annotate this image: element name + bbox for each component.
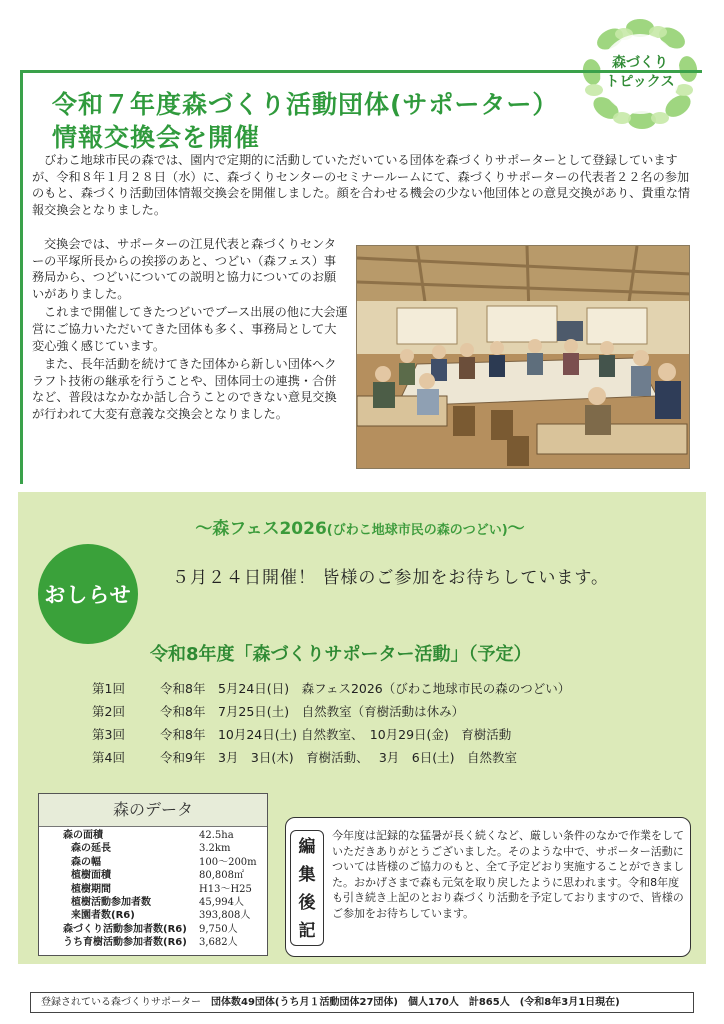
data-label: 来園者数(R6) [71, 910, 135, 922]
forest-data-box [38, 793, 268, 956]
data-label: 植樹面積 [71, 870, 111, 882]
data-row [63, 896, 263, 909]
headline-line-1: 令和７年度森づくり活動団体(サポーター） [52, 90, 559, 119]
schedule-num: 第1回 [92, 680, 125, 696]
article-columns [32, 236, 348, 425]
schedule-row [92, 745, 570, 768]
forest-data-title: 森のデータ [39, 794, 267, 827]
data-value: 80,808㎡ [199, 870, 244, 882]
schedule-row [92, 676, 570, 699]
schedule-row [92, 722, 570, 745]
schedule-text: 令和9年 3月 3日(木) 育樹活動、 3月 6日(土) 自然教室 [160, 749, 517, 765]
badge-line-1: 森づくり [612, 55, 668, 71]
data-value: 393,808人 [199, 910, 251, 922]
article-paragraph: また、長年活動を続けてきた団体から新しい団体へクラフト技術の継承を行うことや、団体同士の連携・合併など、普段はなかなか話し合うことのできない意見交換が行われて大変有意義な交換会となりました。 [32, 357, 337, 421]
data-row [63, 909, 263, 922]
data-row [63, 829, 263, 842]
schedule-text: 令和8年 5月24日(日) 森フェス2026（びわこ地球市民の森のつどい） [160, 680, 571, 696]
footer-summary [30, 992, 694, 1013]
article-paragraph: これまで開催してきたつどいでブース出展の他に大会運営にご協力いただいてきた団体も多く、事務局として大変心強く感じています。 [32, 305, 348, 353]
data-label: 植樹期間 [71, 883, 111, 895]
schedule-row [92, 699, 570, 722]
editor-postscript-label [290, 830, 324, 946]
schedule-text: 令和8年 10月24日(土) 自然教室、 10月29日(金) 育樹活動 [160, 726, 512, 742]
headline-line-2: 情報交換会を開催 [52, 123, 261, 152]
data-label: 森づくり活動参加者数(R6) [63, 923, 187, 935]
data-row [63, 923, 263, 936]
data-row [63, 936, 263, 949]
data-value: 9,750人 [199, 923, 238, 935]
badge-line-2: トピックス [605, 74, 675, 90]
editor-postscript-text: 今年度は記録的な猛暑が長く続くなど、厳しい条件のなかで作業をしていただきありがとうございました。そのような中で、サポーター活動については皆様のご協力のもと、全て予定どおり実施することができました。おかげさまで森も元気を取り戻したように思われます。令和8年度も引き続き上記のとおり森づくり活動を予定しておりますので、皆様のご参加をお待ちしています。 [332, 829, 684, 920]
data-label: 森の幅 [71, 856, 101, 868]
schedule-list [92, 676, 570, 768]
data-value: 3.2km [199, 843, 231, 855]
article-intro: びわこ地球市民の森では、園内で定期的に活動していただいている団体を森づくりサポーターとして登録していますが、令和８年１月２８日（水）に、森づくりセンターのセミナールームにて、森づくりサポーターの代表者２２名の参加のもと、森づくり活動団体情報交換会を開催しました。顔を合わせる機会の少ない他団体との意見交換があり、貴重な情報交換会となりました。 [32, 153, 691, 217]
oshirase-badge [38, 544, 138, 644]
meeting-photo [356, 245, 690, 469]
data-row [63, 856, 263, 869]
plan-title: 令和8年度「森づくりサポーター活動」（予定） [150, 644, 532, 665]
data-value: 42.5ha [199, 830, 234, 841]
fes-title [140, 514, 580, 539]
fes-title-sub: (びわこ地球市民の森のつどい) [326, 523, 508, 538]
data-row [63, 869, 263, 882]
footer-stats: 団体数49団体(うち月１活動団体27団体) 個人170人 計865人 (令和8年3月1日現在) [211, 997, 620, 1008]
data-row [63, 883, 263, 896]
schedule-text: 令和8年 7月25日(土) 自然教室（育樹活動は休み） [160, 703, 465, 719]
announcement: ５月２４日開催！ 皆様のご参加をお待ちしています。 [172, 568, 610, 588]
data-label: 植樹活動参加者数 [71, 896, 151, 908]
data-label: 森の面積 [63, 830, 103, 841]
forest-data-rows [63, 829, 263, 950]
data-label: うち育樹活動参加者数(R6) [63, 937, 187, 949]
fes-title-main: ～森フェス2026 [195, 519, 327, 539]
data-label: 森の延長 [71, 843, 111, 855]
data-value: 45,994人 [199, 896, 244, 908]
schedule-num: 第3回 [92, 726, 125, 742]
oshirase-label: おしらせ [44, 583, 132, 607]
data-value: 3,682人 [199, 937, 238, 949]
footer-label: 登録されている森づくりサポーター [41, 997, 201, 1008]
data-value: 100～200m [199, 856, 257, 868]
editor-label-text: 編集後記 [298, 837, 316, 941]
schedule-num: 第4回 [92, 749, 125, 765]
article-paragraph: 交換会では、サポーターの江見代表と森づくりセンターの平塚所長からの挨拶のあと、つどい（森フェス）事務局から、つどいについての説明と協力についてのお願いがありました。 [32, 237, 337, 301]
fes-title-end: ～ [507, 519, 525, 539]
data-row [63, 842, 263, 855]
schedule-num: 第2回 [92, 703, 125, 719]
article-headline [52, 88, 612, 154]
data-value: H13～H25 [199, 883, 252, 895]
